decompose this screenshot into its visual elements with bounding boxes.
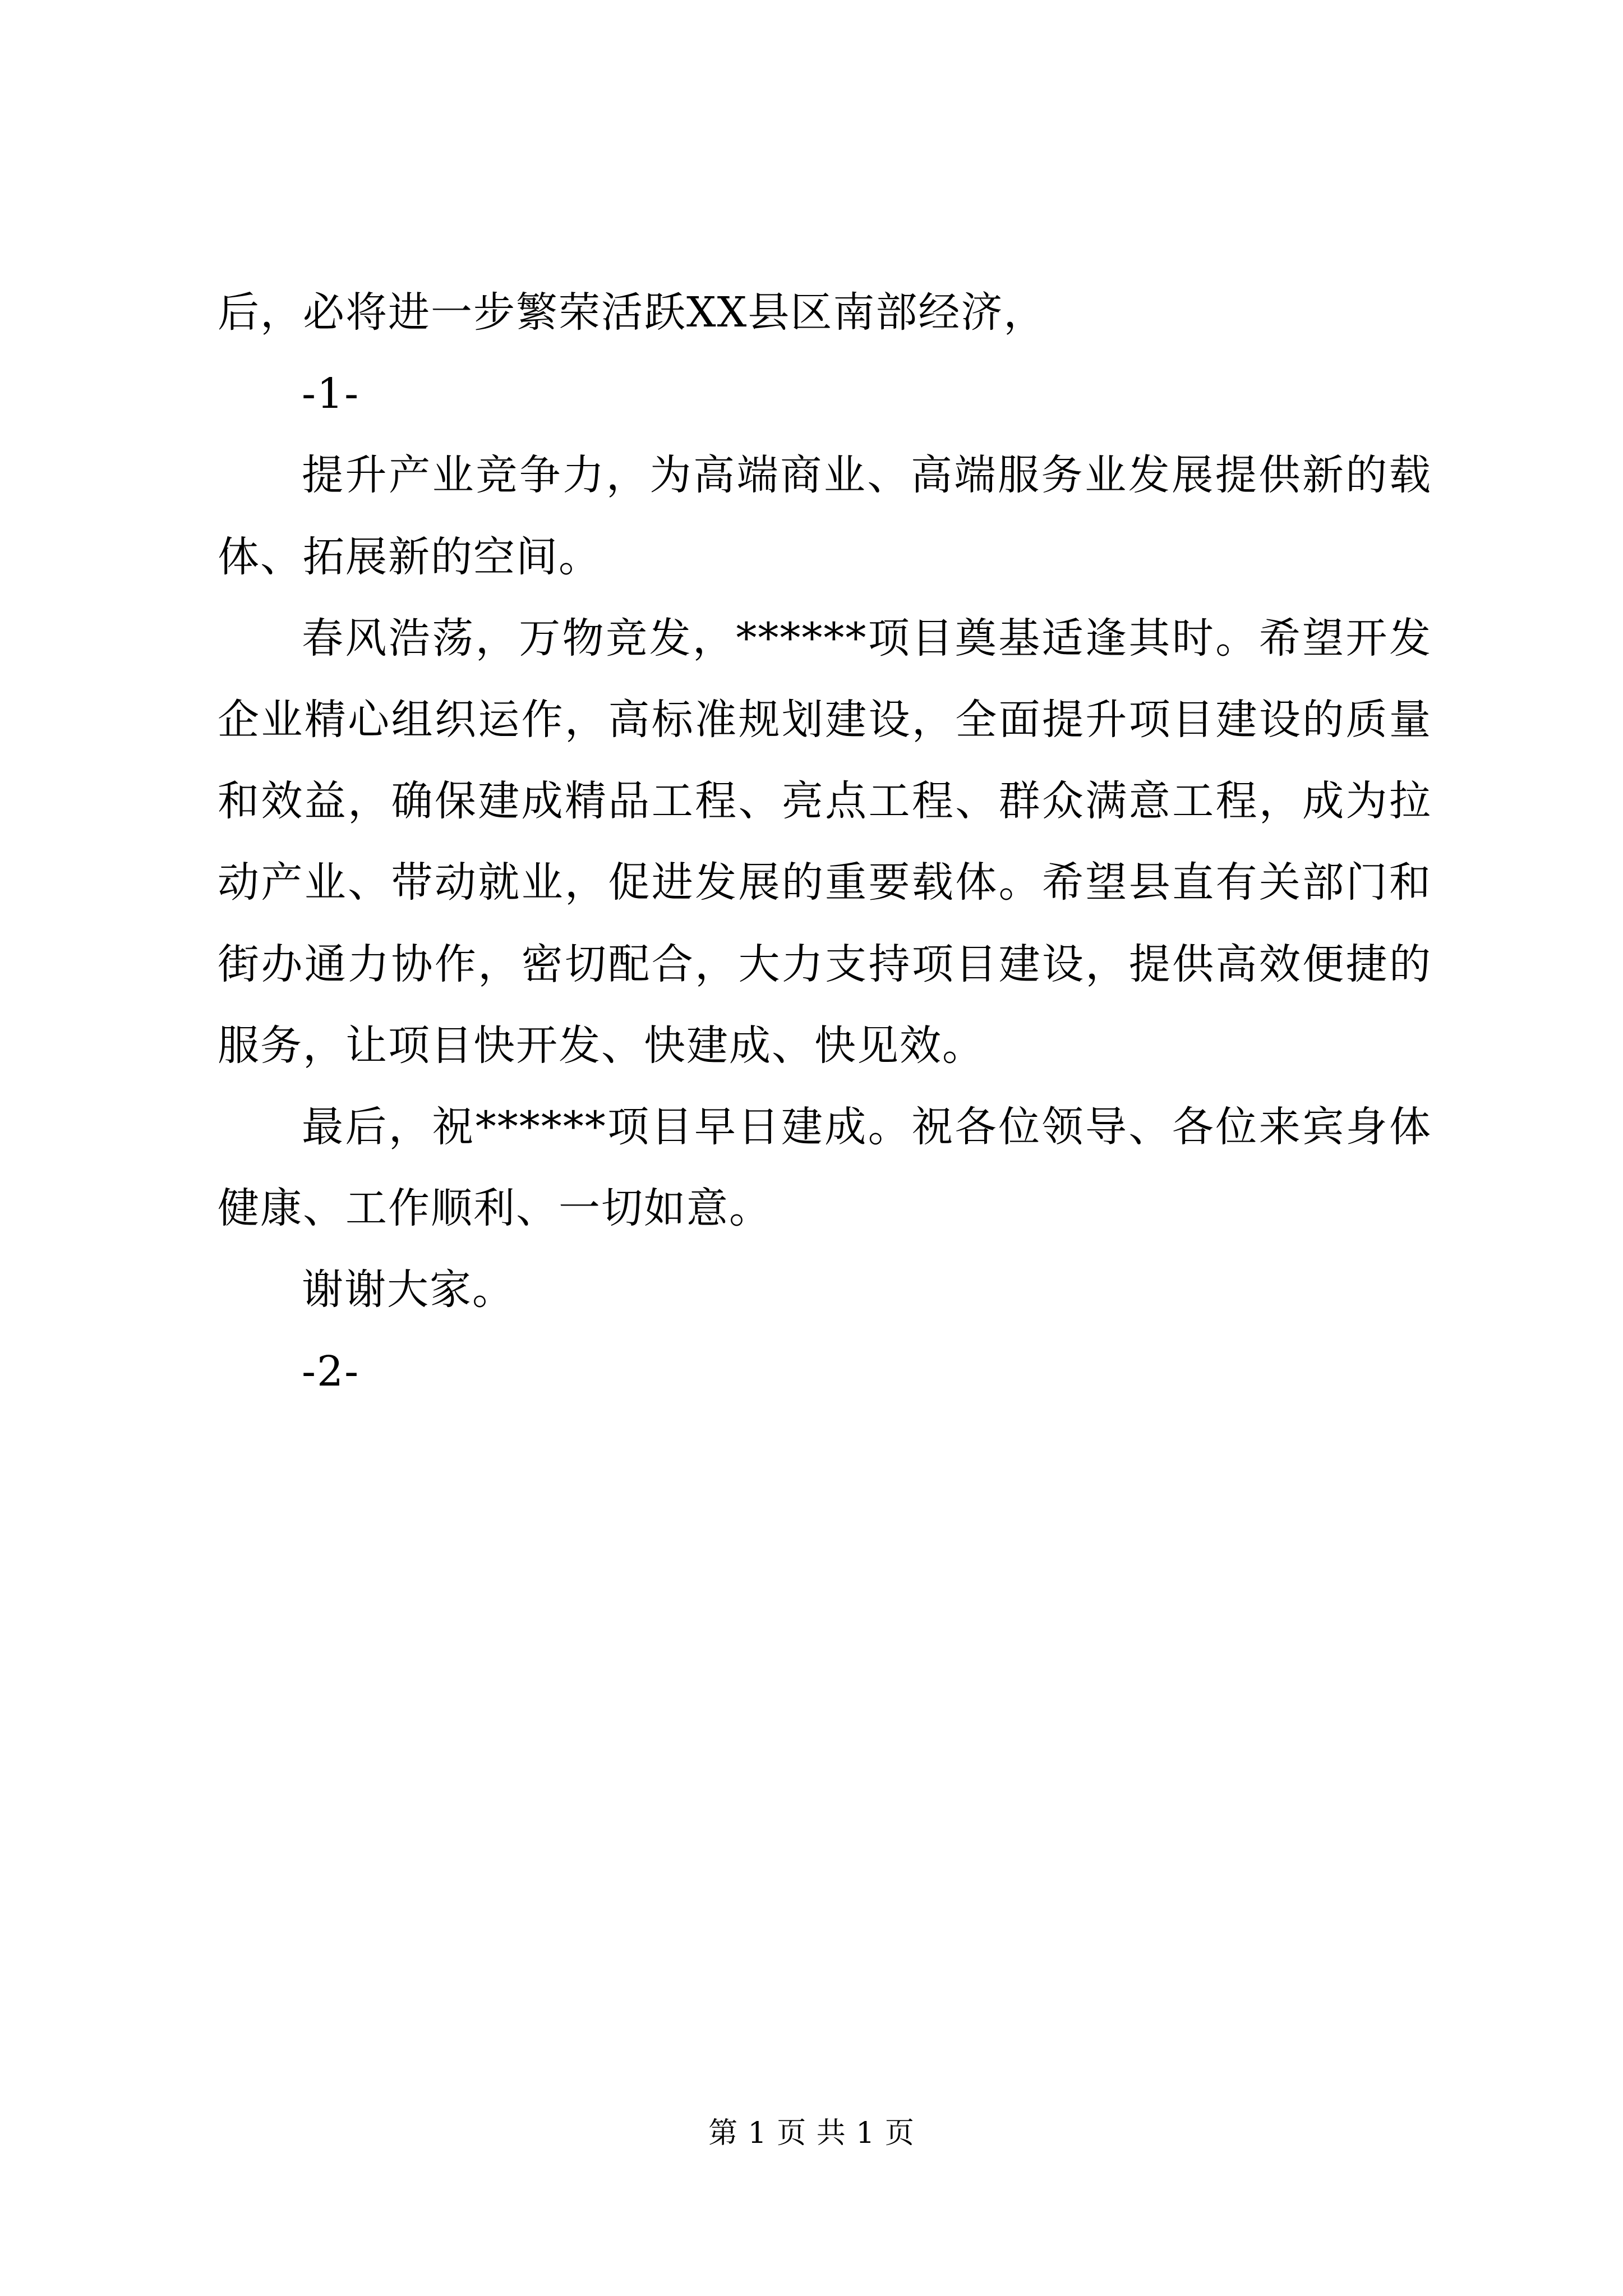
paragraph-industry: 提升产业竞争力，为高端商业、高端服务业发展提供新的载体、拓展新的空间。 — [218, 451, 1432, 581]
paragraph-spring: 春风浩荡，万物竞发，******项目奠基适逢其时。希望开发企业精心组织运作，高标准规划建设，全面提升项目建设的质量和效益，确保建成精品工程、亮点工程、群众满意工程，成为拉动产业、带动就业，促进发展的重要载体。希望县直有关部门和街办通力协作，密切配合，大力支持项目建设，提供高效便捷的服务，让项目快开发、快建成、快见效。 — [218, 614, 1432, 1070]
paragraph-closing-wishes: 最后，祝******项目早日建成。祝各位领导、各位来宾身体健康、工作顺利、一切如意。 — [218, 1103, 1432, 1233]
page-footer: 第 1 页 共 1 页 — [708, 2116, 915, 2150]
paragraph-thanks: 谢谢大家。 — [302, 1266, 515, 1314]
page-marker-1: -1- — [302, 370, 360, 418]
paragraph-continuation: 后，必将进一步繁荣活跃XX县区南部经济， — [218, 288, 1046, 337]
document-body — [218, 272, 1432, 1412]
page-marker-2: -2- — [302, 1347, 360, 1396]
